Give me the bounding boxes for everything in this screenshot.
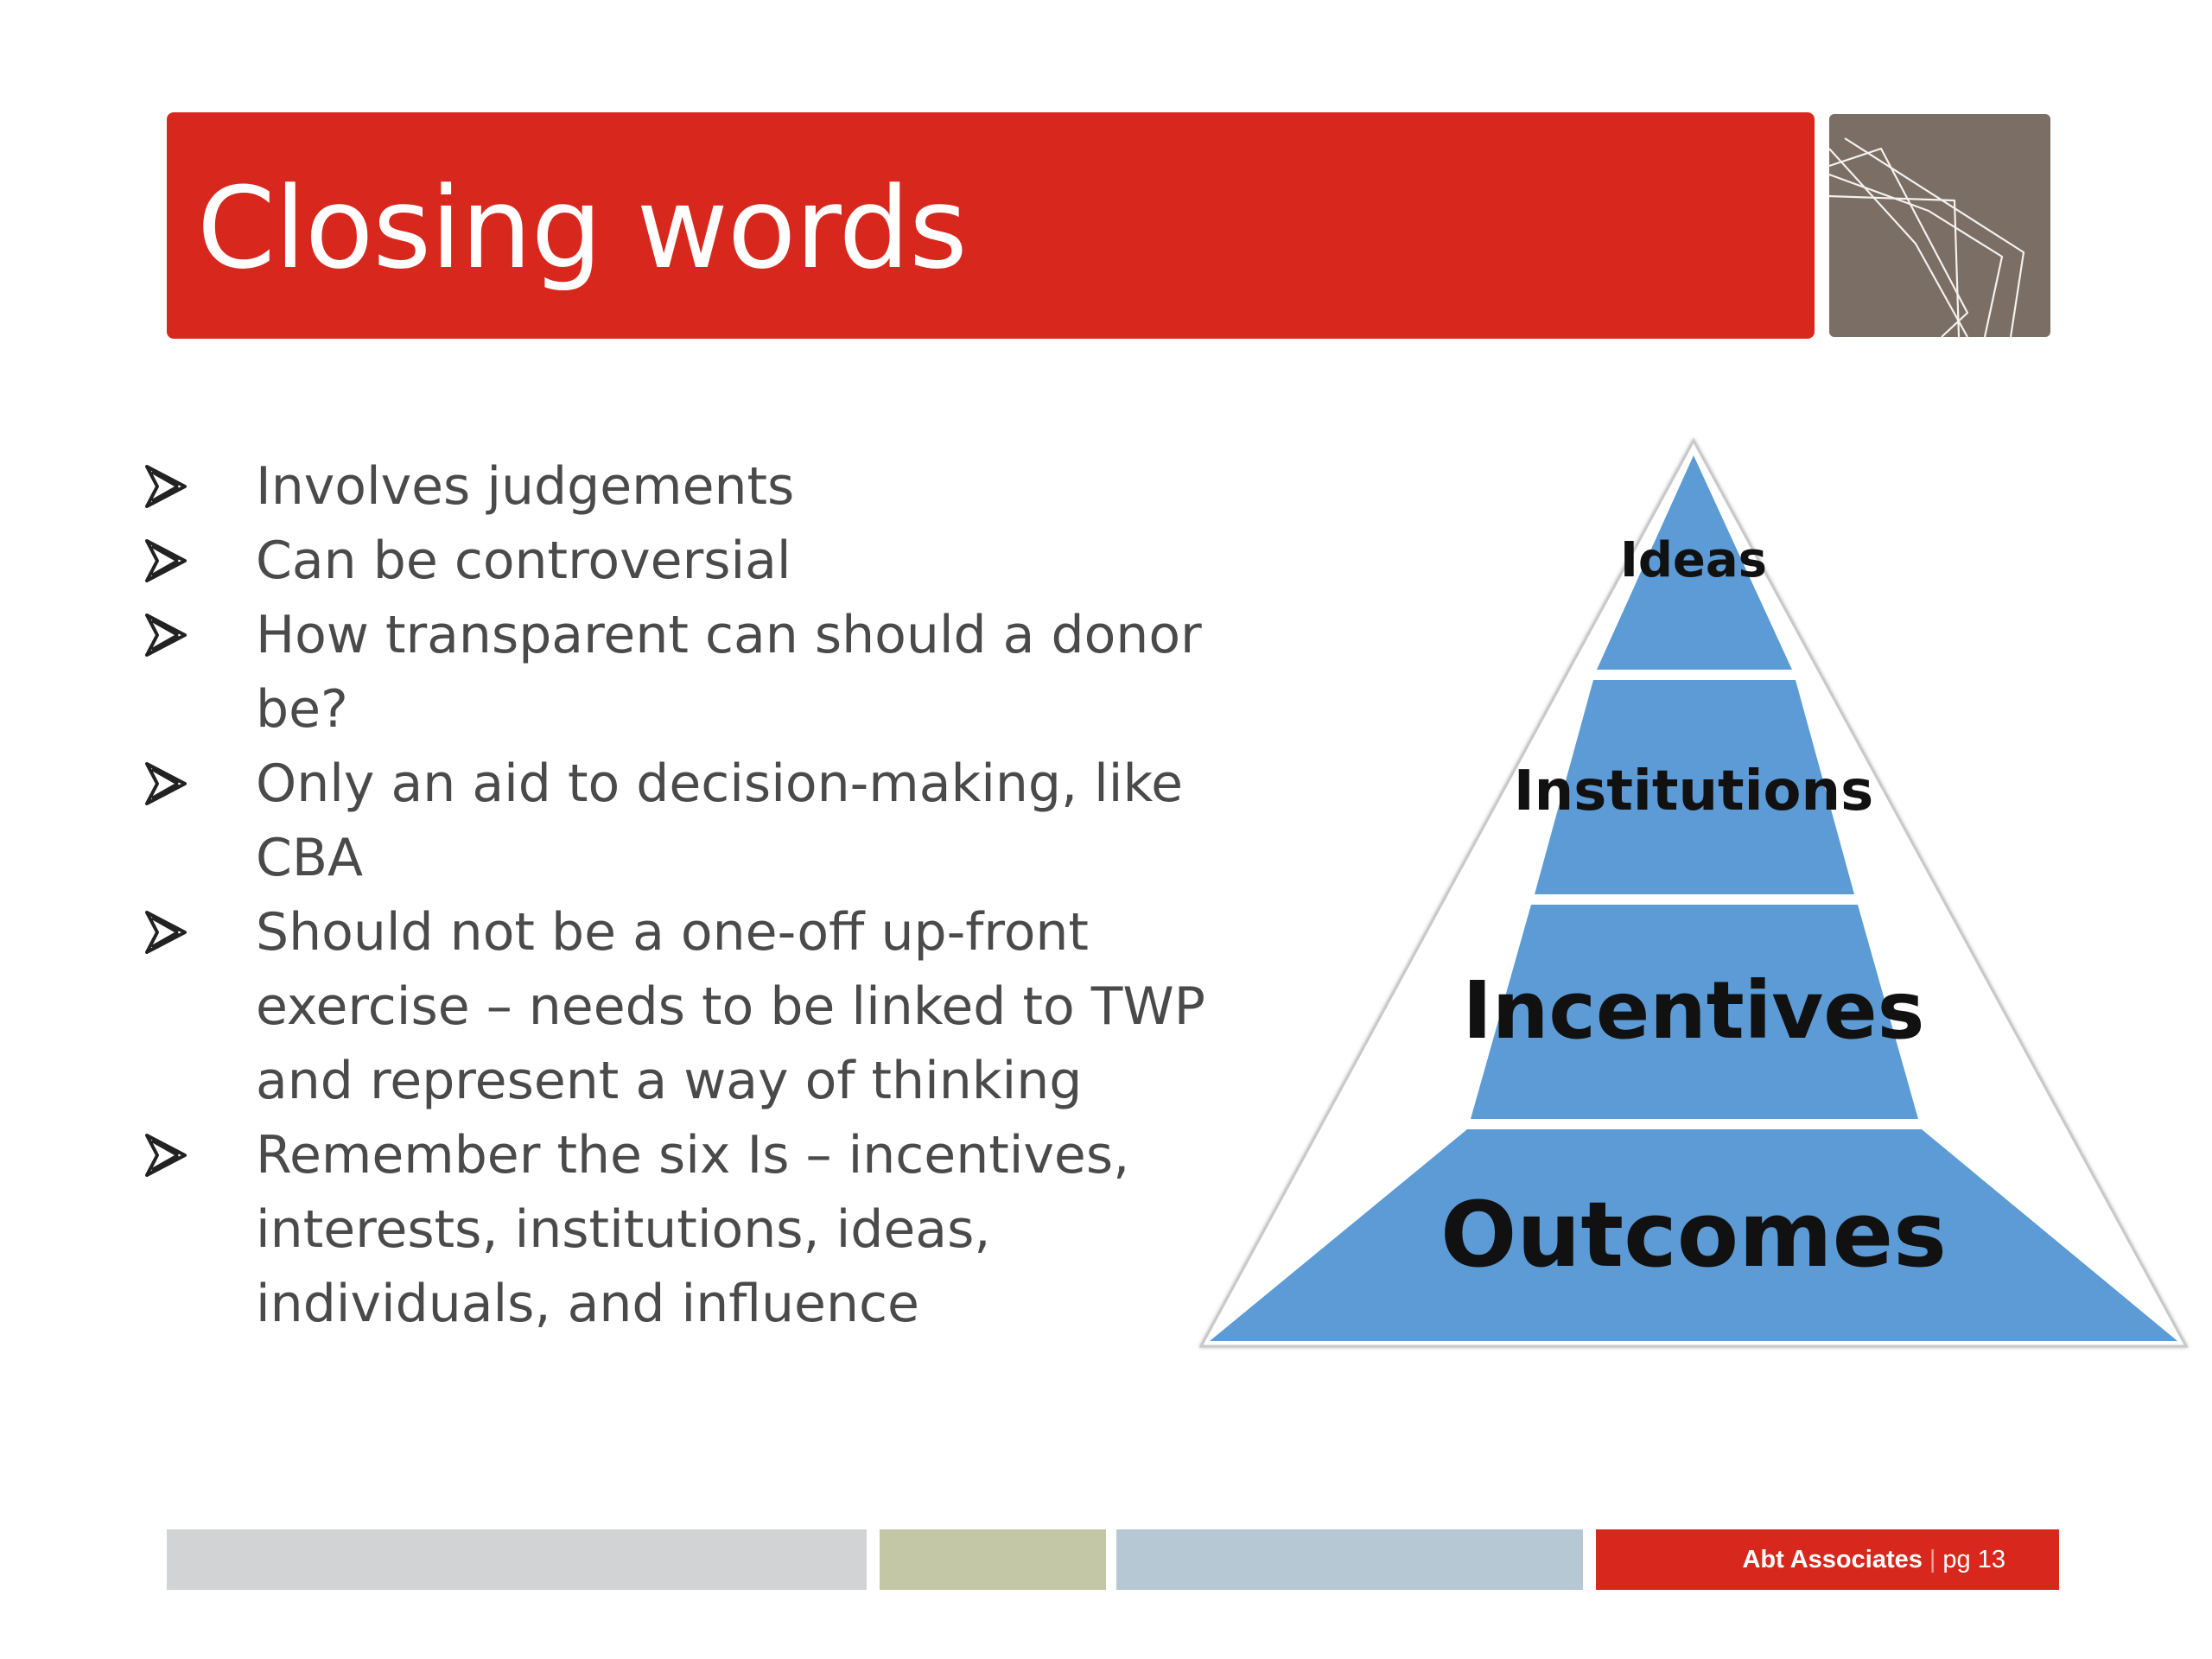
bullet-line: CBA [256,828,364,888]
footer-bar-olive [880,1529,1106,1590]
logo-icon [1829,114,2050,337]
arrow-bullet-icon [145,762,187,805]
pyramid-diagram [1192,436,2195,1370]
bullet-line: How transparent can should a donor [256,605,1202,665]
bullet-line: interests, institutions, ideas, [256,1199,991,1260]
bullet-line: Should not be a one-off up-front [256,902,1089,963]
bullet-line: individuals, and influence [256,1274,919,1334]
arrow-bullet-icon [145,613,187,657]
arrow-bullet-icon [145,1134,187,1177]
footer-bar-grey [167,1529,867,1590]
arrow-bullet-icon [145,911,187,954]
bullet-line: and represent a way of thinking [256,1051,1083,1111]
footer-separator: | [1929,1545,1936,1573]
footer-bar-red [1596,1529,2059,1590]
list-item [145,747,1225,895]
bullet-line: Can be controversial [256,531,791,591]
slide-title: Closing words [197,162,967,294]
arrow-bullet-icon [145,539,187,582]
bullet-line: Only an aid to decision-making, like [256,753,1183,814]
title-bar [167,112,1815,339]
bullet-line: Involves judgements [256,456,795,517]
list-item [145,895,1225,1118]
list-item [145,449,1225,524]
pyramid-label-ideas: Ideas [1619,532,1768,588]
footer-bar-blue [1116,1529,1583,1590]
pyramid-label-incentives: Incentives [1462,964,1925,1057]
list-item [145,598,1225,747]
list-item [145,1118,1225,1341]
arrow-bullet-icon [145,465,187,508]
footer-brand: Abt Associates [1742,1545,1923,1573]
bullet-line: exercise – needs to be linked to TWP [256,976,1205,1037]
pyramid-label-outcomes: Outcomes [1440,1182,1948,1287]
page-number: pg 13 [1942,1545,2005,1573]
bullet-line: be? [256,679,348,740]
pyramid-label-institutions: Institutions [1513,760,1874,823]
list-item [145,524,1225,598]
logo-lines-icon [1829,114,2050,337]
bullet-list [145,449,1225,1341]
bullet-line: Remember the six Is – incentives, [256,1125,1130,1185]
